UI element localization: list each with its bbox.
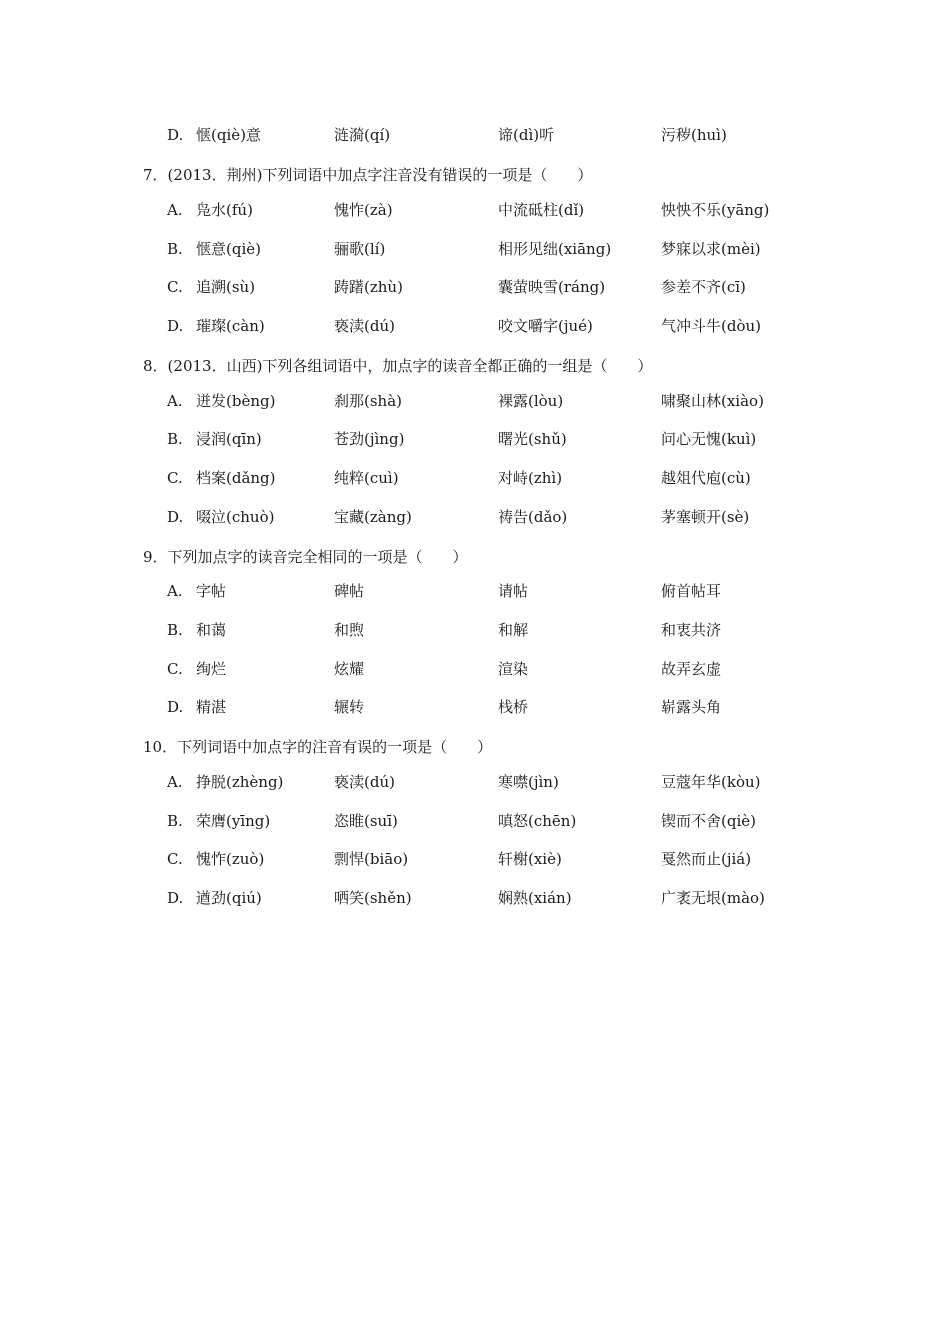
- option-letter: B.: [167, 240, 183, 258]
- option-item: 涟漪(qí): [334, 126, 391, 144]
- option-item: 豆蔻年华(kòu): [661, 773, 761, 791]
- option-item: 骊歌(lí): [334, 240, 386, 258]
- option-item: 惬意(qiè): [196, 240, 261, 258]
- question-stem: 10．下列词语中加点字的注音有误的一项是（ ）: [143, 738, 493, 756]
- option-item: 荣膺(yīng): [196, 812, 271, 830]
- option-item: 纯粹(cuì): [334, 469, 399, 487]
- option-item: 炫耀: [334, 660, 365, 678]
- option-letter: D.: [167, 508, 184, 526]
- option-item: 追溯(sù): [196, 278, 256, 296]
- option-item: 渲染: [498, 660, 529, 678]
- option-item: 啜泣(chuò): [196, 508, 275, 526]
- option-item: 祷告(dǎo): [498, 508, 568, 526]
- option-item: 剽悍(biāo): [334, 850, 409, 868]
- option-item: 和衷共济: [661, 621, 722, 639]
- option-item: 亵渎(dú): [334, 773, 395, 791]
- option-item: 璀璨(càn): [196, 317, 265, 335]
- option-item: 字帖: [196, 582, 227, 600]
- option-item: 问心无愧(kuì): [661, 430, 757, 448]
- option-item: 谛(dì)听: [498, 126, 555, 144]
- option-item: 哂笑(shěn): [334, 889, 412, 907]
- option-letter: D.: [167, 889, 184, 907]
- option-item: 裸露(lòu): [498, 392, 564, 410]
- option-item: 嗔怒(chēn): [498, 812, 577, 830]
- option-item: 精湛: [196, 698, 227, 716]
- question-stem: 8．(2013．山西)下列各组词语中，加点字的读音全都正确的一组是（ ）: [143, 357, 653, 375]
- option-item: 中流砥柱(dǐ): [498, 201, 585, 219]
- option-item: 请帖: [498, 582, 529, 600]
- option-item: 碑帖: [334, 582, 365, 600]
- option-item: 怏怏不乐(yāng): [661, 201, 770, 219]
- option-item: 气冲斗牛(dòu): [661, 317, 761, 335]
- option-item: 和煦: [334, 621, 365, 639]
- option-letter: C.: [167, 660, 183, 678]
- option-item: 恣睢(suī): [334, 812, 398, 830]
- option-item: 愧怍(zà): [334, 201, 393, 219]
- option-item: 浸润(qīn): [196, 430, 262, 448]
- option-item: 苍劲(jìng): [334, 430, 405, 448]
- option-item: 俯首帖耳: [661, 582, 722, 600]
- option-letter: D.: [167, 698, 184, 716]
- option-letter: D.: [167, 317, 184, 335]
- option-item: 轩榭(xiè): [498, 850, 562, 868]
- question-stem: 7．(2013．荆州)下列词语中加点字注音没有错误的一项是（ ）: [143, 166, 593, 184]
- option-letter: A.: [167, 201, 183, 219]
- option-item: 崭露头角: [661, 698, 722, 716]
- option-item: 寒噤(jìn): [498, 773, 559, 791]
- option-item: 梦寐以求(mèi): [661, 240, 761, 258]
- option-item: 宝藏(zàng): [334, 508, 412, 526]
- option-item: 亵渎(dú): [334, 317, 395, 335]
- option-item: 辗转: [334, 698, 365, 716]
- option-item: 啸聚山林(xiào): [661, 392, 764, 410]
- question-stem: 9．下列加点字的读音完全相同的一项是（ ）: [143, 548, 468, 566]
- option-item: 越俎代庖(cù): [661, 469, 751, 487]
- option-letter: A.: [167, 582, 183, 600]
- option-item: 遒劲(qiú): [196, 889, 262, 907]
- option-item: 污秽(huì): [661, 126, 727, 144]
- option-item: 和蔼: [196, 621, 227, 639]
- option-item: 曙光(shǔ): [498, 430, 567, 448]
- option-letter: C.: [167, 469, 183, 487]
- option-item: 和解: [498, 621, 529, 639]
- option-item: 迸发(bèng): [196, 392, 276, 410]
- option-item: 惬(qiè)意: [196, 126, 261, 144]
- option-item: 故弄玄虚: [661, 660, 722, 678]
- option-item: 相形见绌(xiāng): [498, 240, 612, 258]
- option-item: 档案(dǎng): [196, 469, 276, 487]
- option-letter: C.: [167, 278, 183, 296]
- option-item: 茅塞顿开(sè): [661, 508, 750, 526]
- option-item: 囊萤映雪(ráng): [498, 278, 606, 296]
- option-item: 挣脱(zhèng): [196, 773, 284, 791]
- option-item: 对峙(zhì): [498, 469, 563, 487]
- option-item: 踌躇(zhù): [334, 278, 403, 296]
- option-item: 咬文嚼字(jué): [498, 317, 593, 335]
- option-item: 参差不齐(cī): [661, 278, 746, 296]
- option-letter: B.: [167, 430, 183, 448]
- option-item: 锲而不舍(qiè): [661, 812, 756, 830]
- option-letter: C.: [167, 850, 183, 868]
- option-letter: B.: [167, 621, 183, 639]
- option-item: 娴熟(xián): [498, 889, 572, 907]
- option-letter: B.: [167, 812, 183, 830]
- option-letter: D.: [167, 126, 184, 144]
- option-item: 刹那(shà): [334, 392, 403, 410]
- option-item: 绚烂: [196, 660, 227, 678]
- option-item: 广袤无垠(mào): [661, 889, 765, 907]
- option-letter: A.: [167, 773, 183, 791]
- option-item: 凫水(fú): [196, 201, 253, 219]
- option-item: 戛然而止(jiá): [661, 850, 752, 868]
- option-letter: A.: [167, 392, 183, 410]
- option-item: 愧怍(zuò): [196, 850, 265, 868]
- option-item: 栈桥: [498, 698, 529, 716]
